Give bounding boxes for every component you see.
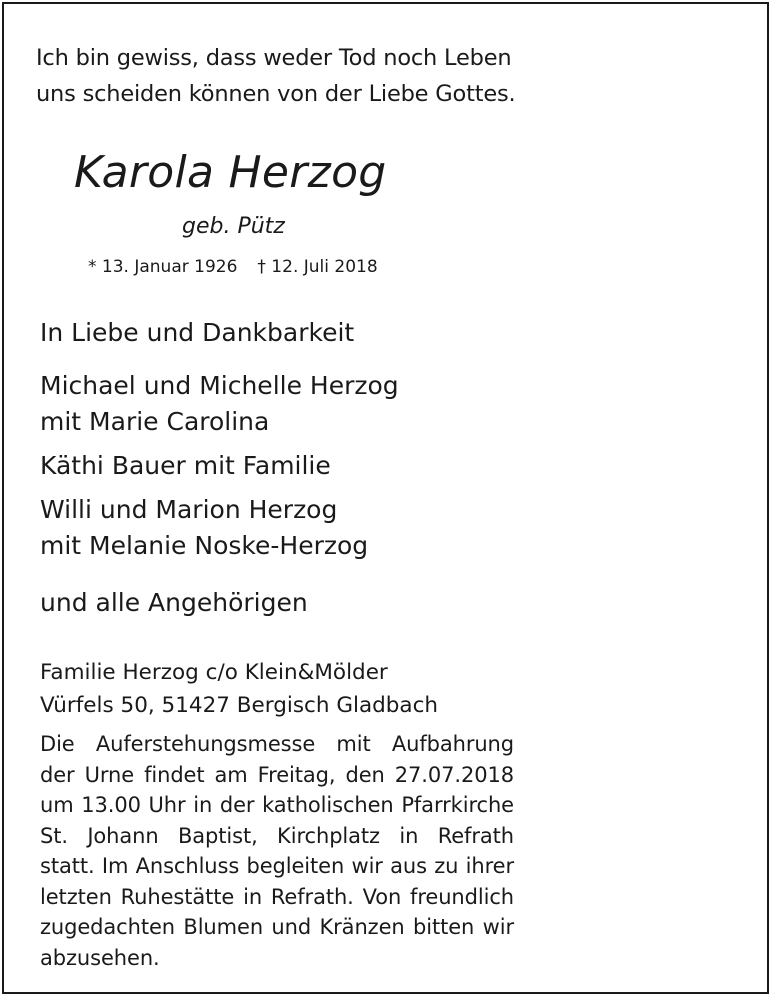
mourner-group	[40, 368, 399, 440]
notice-line: abzusehen.	[40, 945, 160, 970]
death-date: † 12. Juli 2018	[257, 257, 378, 277]
address-line-1: Familie Herzog c/o Klein&Mölder	[40, 660, 388, 685]
mourner-group	[40, 492, 399, 564]
mourner-line: Michael und Michelle Herzog	[40, 371, 399, 400]
obituary-notice	[2, 2, 769, 994]
mourners-list	[40, 368, 399, 572]
maiden-name: geb. Pütz	[182, 214, 285, 239]
funeral-notice	[40, 729, 514, 973]
verse-line-1: Ich bin gewiss, dass weder Tod noch Leben	[36, 45, 512, 71]
notice-line: Die Auferstehungsmesse mit Aufbahrung	[40, 732, 514, 756]
mourner-line: Käthi Bauer mit Familie	[40, 451, 331, 480]
bible-verse	[36, 40, 515, 112]
notice-line: statt. Im Anschluss begleiten wir aus zu ihrer	[40, 854, 514, 878]
notice-line: St. Johann Baptist, Kirchplatz in Refrath	[40, 823, 514, 848]
deceased-name: Karola Herzog	[74, 147, 387, 198]
contact-address	[40, 656, 438, 722]
life-dates	[88, 254, 378, 280]
verse-line-2: uns scheiden können von der Liebe Gottes.	[36, 81, 516, 107]
mourner-line: Willi und Marion Herzog	[40, 495, 338, 524]
birth-date: * 13. Januar 1926	[88, 257, 238, 277]
closing-line: und alle Angehörigen	[40, 588, 308, 617]
notice-line: um 13.00 Uhr in der katholischen Pfarrkirche	[40, 793, 514, 817]
notice-line: letzten Ruhestätte in Refrath. Von freundlich	[40, 884, 514, 909]
notice-line: zugedachten Blumen und Kränzen bitten wir	[40, 915, 514, 939]
dedication: In Liebe und Dankbarkeit	[40, 318, 355, 347]
mourner-line: mit Melanie Noske-Herzog	[40, 531, 369, 560]
mourner-line: mit Marie Carolina	[40, 407, 270, 436]
notice-line: der Urne findet am Freitag, den 27.07.2018	[40, 762, 514, 787]
address-line-2: Vürfels 50, 51427 Bergisch Gladbach	[40, 693, 439, 718]
mourner-group	[40, 448, 399, 484]
